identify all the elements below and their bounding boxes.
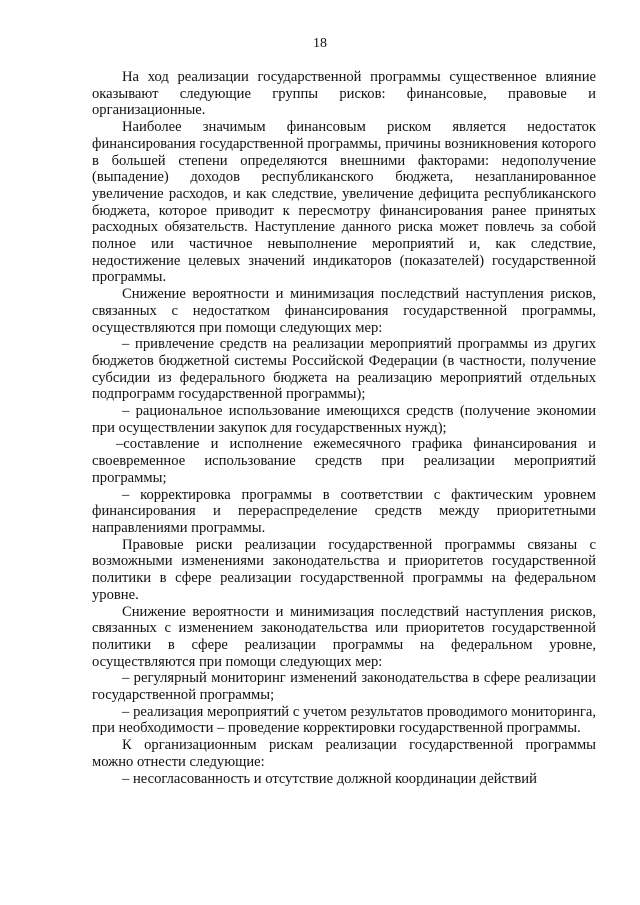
paragraph-financial-risk: Наиболее значимым финансовым риском является недостаток финансирования государственной программы, причины возникновения которого в большей степени определяются внешними факторами: недополучение (выпадение) доходов республиканского бюджета, незапланированное увеличение расходов, и как следствие, увеличение дефицита республиканского бюджета, которое приводит к пересмотру финансирования ранее принятых расходных обязательств. Наступление данного риска может повлечь за собой полное или частичное невыполнение мероприятий и, как следствие, недостижение целевых значений индикаторов (показателей) государственной программы. bbox=[92, 119, 596, 286]
list-item-monitoring: – регулярный мониторинг изменений законодательства в сфере реализации государственной программы; bbox=[92, 670, 596, 704]
list-item-monthly-schedule: –составление и исполнение ежемесячного графика финансирования и своевременное использование средств при реализации мероприятий программы; bbox=[92, 436, 596, 486]
paragraph-financial-measures-intro: Снижение вероятности и минимизация последствий наступления рисков, связанных с недостатком финансирования государственной программы, осуществляются при помощи следующих мер: bbox=[92, 286, 596, 336]
list-item-coordination: – несогласованность и отсутствие должной координации действий bbox=[122, 770, 537, 787]
paragraph-legal-risks: Правовые риски реализации государственной программы связаны с возможными изменениями законодательства и приоритетов государственной политики в сфере реализации государственной программы на федеральном уровне. bbox=[92, 536, 596, 603]
list-item-attract-funds: – привлечение средств на реализации мероприятий программы из других бюджетов бюджетной системы Российской Федерации (в частности, получение субсидии из федерального бюджета на реализацию мероприятий отдельных подпрограмм государственной программы); bbox=[92, 336, 596, 403]
list-item-program-adjustment: – корректировка программы в соответствии с фактическим уровнем финансирования и перераспределение средств между приоритетными направлениями программы. bbox=[92, 486, 596, 536]
document-body bbox=[92, 69, 596, 787]
list-item-rational-use: – рациональное использование имеющихся средств (получение экономии при осуществлении закупок для государственных нужд); bbox=[92, 403, 596, 436]
paragraph-legal-measures-intro: Снижение вероятности и минимизация последствий наступления рисков, связанных с изменением законодательства или приоритетов государственной политики в сфере реализации программы на федеральном уровне, осуществляются при помощи следующих мер: bbox=[92, 603, 596, 670]
paragraph-risk-groups: На ход реализации государственной программы существенное влияние оказывают следующие группы рисков: финансовые, правовые и организационные. bbox=[92, 69, 596, 119]
list-item-implementation: – реализация мероприятий с учетом результатов проводимого мониторинга, при необходимости – проведение корректировки государственной программы. bbox=[92, 703, 596, 737]
paragraph-organizational-risks: К организационным рискам реализации государственной программы можно отнести следующие: bbox=[92, 737, 596, 770]
page-number: 18 bbox=[313, 36, 327, 51]
